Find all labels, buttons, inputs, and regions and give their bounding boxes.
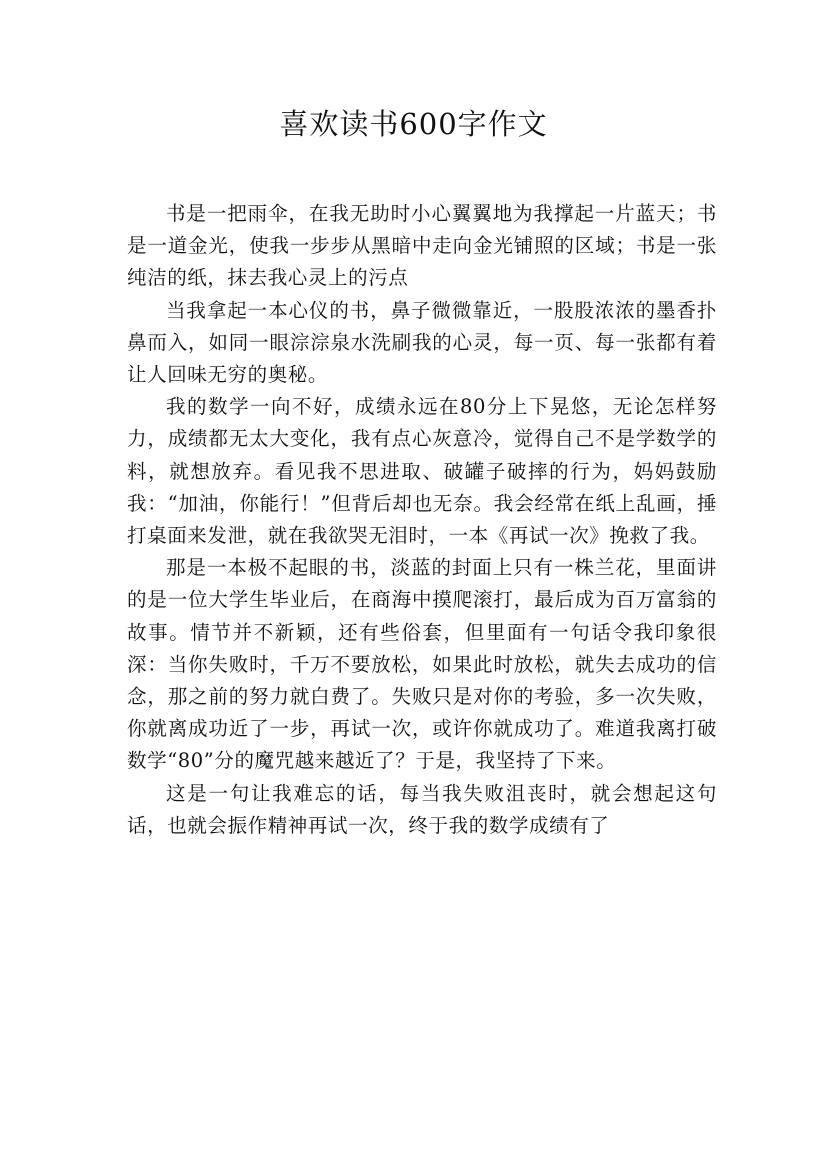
- paragraph: 书是一把雨伞，在我无助时小心翼翼地为我撑起一片蓝天；书是一道金光，使我一步步从黑暗中走向金光铺照的区域；书是一张纯洁的纸，抹去我心灵上的污点: [127, 202, 717, 290]
- document-title: 喜欢读书600字作文: [279, 107, 548, 141]
- paragraph: 这是一句让我难忘的话，每当我失败沮丧时，就会想起这句话，也就会振作精神再试一次，终于我的数学成绩有了: [127, 781, 717, 837]
- paragraph: 我的数学一向不好，成绩永远在80分上下晃悠，无论怎样努力，成绩都无太大变化，我有点心灰意冷，觉得自己不是学数学的料，就想放弃。看见我不思进取、破罐子破摔的行为，妈妈鼓励我：“加油，你能行！”但背后却也无奈。我会经常在纸上乱画，捶打桌面来发泄，就在我欲哭无泪时，一本《再试一次》挽救了我。: [127, 395, 717, 548]
- paragraph: 那是一本极不起眼的书，淡蓝的封面上只有一株兰花，里面讲的是一位大学生毕业后，在商海中摸爬滚打，最后成为百万富翁的故事。情节并不新颖，还有些俗套，但里面有一句话令我印象很深：当你失败时，千万不要放松，如果此时放松，就失去成功的信念，那之前的努力就白费了。失败只是对你的考验，多一次失败，你就离成功近了一步，再试一次，或许你就成功了。难道我离打破数学“80”分的魔咒越来越近了？于是，我坚持了下来。: [127, 556, 717, 773]
- essay-body: [127, 198, 717, 842]
- paragraph: 当我拿起一本心仪的书，鼻子微微靠近，一股股浓浓的墨香扑鼻而入，如同一眼淙淙泉水洗刷我的心灵，每一页、每一张都有着让人回味无穷的奥秘。: [127, 298, 717, 387]
